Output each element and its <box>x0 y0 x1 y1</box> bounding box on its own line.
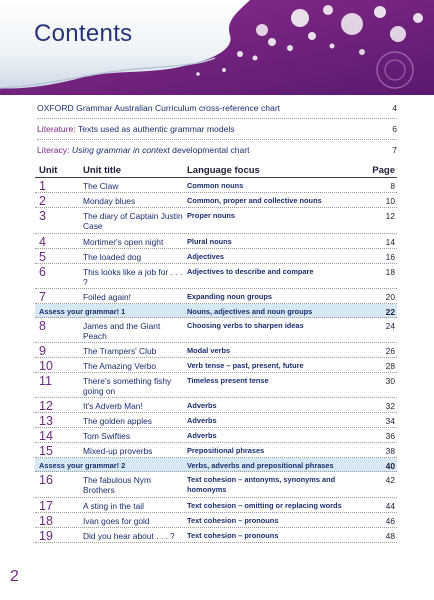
table-row <box>35 398 397 413</box>
header-focus: Language focus <box>187 165 260 176</box>
page-number-cell: 28 <box>385 361 395 371</box>
divider <box>37 139 397 140</box>
table-row <box>35 208 397 234</box>
language-focus: Prepositional phrases <box>187 446 265 455</box>
table-row <box>35 413 397 428</box>
table-row <box>35 178 397 193</box>
unit-title: James and the Giant Peach <box>83 321 161 341</box>
language-focus: Text cohesion – omitting or replacing words <box>187 501 342 510</box>
unit-number: 14 <box>39 429 53 443</box>
intro-italic: Using grammar in context <box>69 145 170 155</box>
language-focus: Adverbs <box>187 416 217 425</box>
table-row <box>35 343 397 358</box>
table-row <box>35 193 397 208</box>
unit-title: Assess your grammar! 1 <box>39 307 126 316</box>
unit-number: 19 <box>39 529 53 543</box>
page-number-cell: 8 <box>390 181 395 191</box>
unit-number: 12 <box>39 399 53 413</box>
table-row <box>35 472 397 498</box>
page-number-cell: 34 <box>385 416 395 426</box>
unit-title: The golden apples <box>83 416 152 426</box>
language-focus: Proper nouns <box>187 211 236 220</box>
unit-title: It's Adverb Man! <box>83 401 143 411</box>
unit-title: Assess your grammar! 2 <box>39 461 126 470</box>
contents-table <box>35 163 397 543</box>
intro-page: 4 <box>392 103 397 113</box>
language-focus: Adverbs <box>187 401 217 410</box>
intro-page: 6 <box>392 124 397 134</box>
unit-title: The Amazing Verbo <box>83 361 157 371</box>
unit-title: The loaded dog <box>83 252 142 262</box>
intro-text: developmental chart <box>169 145 250 155</box>
unit-title: The fabulous Nym Brothers <box>83 475 151 495</box>
unit-number: 17 <box>39 499 53 513</box>
table-row <box>35 264 397 289</box>
page-number-cell: 38 <box>385 446 395 456</box>
table-header <box>35 163 397 178</box>
page-number-cell: 44 <box>385 501 395 511</box>
page-number-cell: 30 <box>385 376 395 386</box>
language-focus: Expanding noun groups <box>187 292 272 301</box>
page-title: Contents <box>34 20 133 47</box>
page-number-cell: 48 <box>385 531 395 541</box>
page-number-cell: 22 <box>385 307 395 317</box>
language-focus: Nouns, adjectives and noun groups <box>187 307 313 316</box>
unit-title: Mixed-up proverbs <box>83 446 153 456</box>
assess-row <box>35 304 397 318</box>
language-focus: Choosing verbs to sharpen ideas <box>187 321 304 330</box>
unit-number: 15 <box>39 444 53 458</box>
unit-title: Foiled again! <box>83 292 131 302</box>
unit-number: 13 <box>39 414 53 428</box>
intro-page: 7 <box>392 145 397 155</box>
page-number-cell: 36 <box>385 431 395 441</box>
intro-text: OXFORD Grammar Australian Curriculum cross-reference chart <box>37 103 281 113</box>
intro-highlight: Literature: <box>37 124 76 134</box>
language-focus: Modal verbs <box>187 346 231 355</box>
unit-number: 8 <box>39 319 46 333</box>
table-row <box>35 358 397 373</box>
header-title: Unit title <box>83 165 121 176</box>
table-row <box>35 234 397 249</box>
unit-title: There's something fishy going on <box>83 376 172 396</box>
page-number-cell: 42 <box>385 475 395 485</box>
page-number-cell: 18 <box>385 267 395 277</box>
language-focus: Timeless present tense <box>187 376 269 385</box>
unit-number: 11 <box>39 374 52 388</box>
table-row <box>35 498 397 513</box>
unit-title: The Trampers' Club <box>83 346 157 356</box>
page-number-cell: 32 <box>385 401 395 411</box>
intro-highlight: Literacy: <box>37 145 70 155</box>
unit-number: 16 <box>39 473 53 487</box>
unit-number: 2 <box>39 194 46 208</box>
unit-number: 5 <box>39 250 46 264</box>
page-number-cell: 46 <box>385 516 395 526</box>
unit-number: 18 <box>39 514 53 528</box>
page-number-cell: 26 <box>385 346 395 356</box>
page-number-cell: 24 <box>385 321 395 331</box>
table-row <box>35 289 397 304</box>
language-focus: Adverbs <box>187 431 217 440</box>
unit-number: 10 <box>39 359 53 373</box>
page-number-cell: 16 <box>385 252 395 262</box>
language-focus: Adjectives <box>187 252 224 261</box>
table-row <box>35 528 397 543</box>
unit-title: Did you hear about . . . ? <box>83 531 175 541</box>
divider <box>37 118 397 119</box>
unit-title: The Claw <box>83 181 119 191</box>
page-number-cell: 14 <box>385 237 395 247</box>
language-focus: Plural nouns <box>187 237 232 246</box>
table-row <box>35 249 397 264</box>
unit-title: Ivan goes for gold <box>83 516 150 526</box>
language-focus: Text cohesion – antonyms, synonyms and homonyms <box>187 475 336 494</box>
language-focus: Verb tense – past, present, future <box>187 361 304 370</box>
language-focus: Text cohesion – pronouns <box>187 531 279 540</box>
table-body <box>35 178 397 543</box>
page-number: 2 <box>10 568 19 585</box>
table-row <box>35 373 397 398</box>
unit-title: Monday blues <box>83 196 136 206</box>
language-focus: Common nouns <box>187 181 244 190</box>
unit-number: 7 <box>39 290 46 304</box>
page-number-cell: 12 <box>385 211 395 221</box>
language-focus: Verbs, adverbs and prepositional phrases <box>187 461 334 470</box>
unit-title: This looks like a job for . . . ? <box>83 267 183 287</box>
unit-number: 3 <box>39 209 46 223</box>
unit-title: Mortimer's open night <box>83 237 164 247</box>
header-unit: Unit <box>39 165 58 176</box>
table-row <box>35 428 397 443</box>
page-number-cell: 10 <box>385 196 395 206</box>
unit-number: 9 <box>39 344 46 358</box>
unit-number: 1 <box>39 179 46 193</box>
unit-title: Tom Swifties <box>83 431 131 441</box>
unit-number: 6 <box>39 265 46 279</box>
assess-row <box>35 458 397 472</box>
unit-title: A sting in the tail <box>83 501 144 511</box>
table-row <box>35 513 397 528</box>
header-page: Page <box>372 165 395 176</box>
page-number-cell: 40 <box>385 461 395 471</box>
table-row <box>35 318 397 343</box>
table-row <box>35 443 397 458</box>
intro-text: Texts used as authentic grammar models <box>75 124 235 134</box>
language-focus: Adjectives to describe and compare <box>187 267 314 276</box>
language-focus: Common, proper and collective nouns <box>187 196 322 205</box>
page-number-cell: 20 <box>385 292 395 302</box>
unit-title: The diary of Captain Justin Case <box>83 211 183 231</box>
language-focus: Text cohesion – pronouns <box>187 516 279 525</box>
unit-number: 4 <box>39 235 46 249</box>
